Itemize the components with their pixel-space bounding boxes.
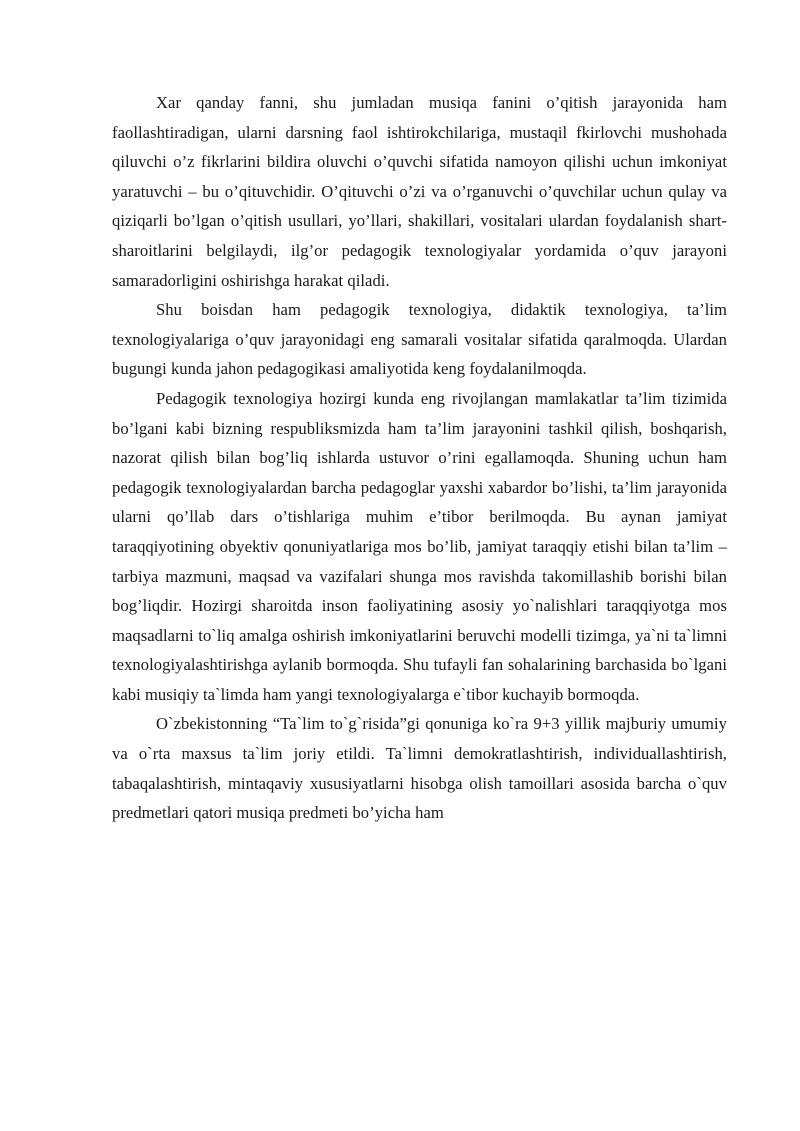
- paragraph-3: Pedagogik texnologiya hozirgi kunda eng rivojlangan mamlakatlar ta’lim tizimida bo’lgani kabi bizning respubliksmizda ham ta’lim jarayonini tashkil qilish, boshqarish, nazorat qilish bilan bog’liq ishlarda ustuvor o’rini egallamoqda. Shuning uchun ham pedagogik texnologiyalardan barcha pedagoglar yaxshi xabardor bo’lishi, ta’lim jarayonida ularni qo’llab dars o’tishlariga muhim e’tibor berilmoqda. Bu aynan jamiyat taraqqiyotining obyektiv qonuniyatlariga mos bo’lib, jamiyat taraqqiy etishi bilan ta’lim – tarbiya mazmuni, maqsad va vazifalari shunga mos ravishda takomillashib borishi bilan bog’liqdir. Hozirgi sharoitda inson faoliyatining asosiy yo`nalishlari taraqqiyotga mos maqsadlarni to`liq amalga oshirish imkoniyatlarini beruvchi modelli tizimga, ya`ni ta`limni texnologiyalashtirishga aylanib bormoqda. Shu tufayli fan sohalarining barchasida bo`lgani kabi musiqiy ta`limda ham yangi texnologiyalarga e`tibor kuchayib bormoqda.: [112, 388, 727, 704]
- paragraph-4: O`zbekistonning “Ta`lim to`g`risida”gi qonuniga ko`ra 9+3 yillik majburiy umumiy va o`rta maxsus ta`lim joriy etildi. Ta`limni demokratlashtirish, individuallashtirish, tabaqalashtirish, mintaqaviy xususiyatlarni hisobga olish tamoillari asosida barcha o`quv predmetlari qatori musiqa predmeti bo’yicha ham: [112, 714, 727, 823]
- paragraph-2: Shu boisdan ham pedagogik texnologiya, didaktik texnologiya, ta’lim texnologiyalariga o’quv jarayonidagi eng samarali vositalar sifatida qaralmoqda. Ulardan bugungi kunda jahon pedagogikasi amaliyotida keng foydalanilmoqda.: [112, 300, 727, 379]
- paragraph-1: Xar qanday fanni, shu jumladan musiqa fanini o’qitish jarayonida ham faollashtiradigan, ularni darsning faol ishtirokchilariga, mustaqil fkirlovchi mushohada qiluvchi o’z fikrlarini bildira oluvchi o’quvchi sifatida namoyon qilishi uchun imkoniyat yaratuvchi – bu o’qituvchidir. O’qituvchi o’zi va o’rganuvchi o’quvchilar uchun qulay va qiziqarli bo’lgan o’qitish usullari, yo’llari, shakillari, vositalari ulardan foydalanish shart-sharoitlarini belgilaydi, ilg’or pedagogik texnologiyalar yordamida o’quv jarayoni samaradorligini oshirishga harakat qiladi.: [112, 93, 727, 290]
- document-page: [112, 88, 727, 828]
